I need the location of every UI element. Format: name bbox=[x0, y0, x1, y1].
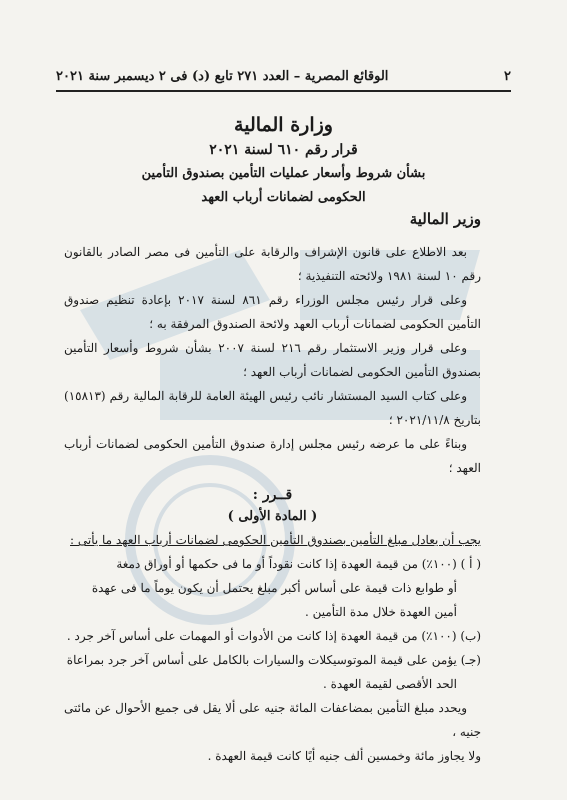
article-intro: يجب أن يعادل مبلغ التأمين بصندوق التأمين الحكومى لضمانات أرباب العهد ما يأتى : bbox=[70, 533, 481, 547]
decree-number: قرار رقم ٦١٠ لسنة ٢٠٢١ bbox=[209, 142, 358, 158]
decree-subject-line2: الحكومى لضمانات أرباب العهد bbox=[201, 190, 366, 205]
decided-heading: قــرر : bbox=[252, 487, 293, 503]
list-item-continuation: الحد الأقصى لقيمة العهدة . bbox=[322, 677, 457, 691]
closing-paragraph: ويحدد مبلغ التأمين بمضاعفات المائة جنيه على ألا يقل فى جميع الأحوال عن مائتى جنيه ، bbox=[64, 701, 481, 739]
minister-heading: وزير المالية bbox=[409, 210, 481, 228]
page-header bbox=[56, 66, 511, 86]
preamble-paragraph: وبناءً على ما عرضه رئيس مجلس إدارة صندوق التأمين الحكومى لضمانات أرباب العهد ؛ bbox=[64, 437, 481, 475]
list-item: (جـ) يؤمن على قيمة الموتوسيكلات والسيارات بالكامل على أساس آخر جرد بمراعاة bbox=[66, 653, 481, 667]
list-item-continuation: أمين العهدة خلال مدة التأمين . bbox=[304, 605, 457, 619]
decree-subject-line1: بشأن شروط وأسعار عمليات التأمين بصندوق التأمين bbox=[141, 166, 426, 181]
list-item: ( أ ) (١٠٠٪) من قيمة العهدة إذا كانت نقوداً أو ما فى حكمها أو أوراق دمغة bbox=[116, 557, 481, 571]
page-number: ٢ bbox=[504, 68, 511, 84]
ministry-title: وزارة المالية bbox=[234, 114, 333, 136]
list-item-continuation: أو طوابع ذات قيمة على أساس أكبر مبلغ يحتمل أن يكون يوماً ما فى عهدة bbox=[91, 581, 457, 595]
publication-info: الوقائع المصرية – العدد ٢٧١ تابع (د) فى ٢ ديسمبر سنة ٢٠٢١ bbox=[56, 68, 389, 84]
header-divider bbox=[56, 90, 511, 92]
preamble-paragraph: بعد الاطلاع على قانون الإشراف والرقابة على التأمين فى مصر الصادر بالقانون رقم ١٠ لسنة ١٩٨١ ولائحته التنفيذية ؛ bbox=[64, 245, 481, 283]
decree-titles bbox=[56, 112, 511, 210]
decree-body bbox=[64, 240, 481, 768]
preamble-paragraph: وعلى كتاب السيد المستشار نائب رئيس الهيئة العامة للرقابة المالية رقم (١٥٨١٣) بتاريخ ٢٠٢١/١١/٨ ؛ bbox=[64, 389, 481, 427]
preamble-paragraph: وعلى قرار رئيس مجلس الوزراء رقم ٨٦١ لسنة ٢٠١٧ بإعادة تنظيم صندوق التأمين الحكومى لضمانات أرباب العهد ولائحة الصندوق المرفقة به ؛ bbox=[64, 293, 481, 331]
preamble-paragraph: وعلى قرار وزير الاستثمار رقم ٢١٦ لسنة ٢٠٠٧ بشأن شروط وأسعار التأمين بصندوق التأمين الحكومى لضمانات أرباب العهد ؛ bbox=[64, 341, 481, 379]
list-item: (ب) (١٠٠٪) من قيمة العهدة إذا كانت من الأدوات أو المهمات على أساس آخر جرد . bbox=[66, 629, 481, 643]
article-title: ( المادة الأولى ) bbox=[227, 509, 318, 524]
closing-paragraph: ولا يجاوز مائة وخمسين ألف جنيه أيًا كانت قيمة العهدة . bbox=[207, 749, 481, 763]
